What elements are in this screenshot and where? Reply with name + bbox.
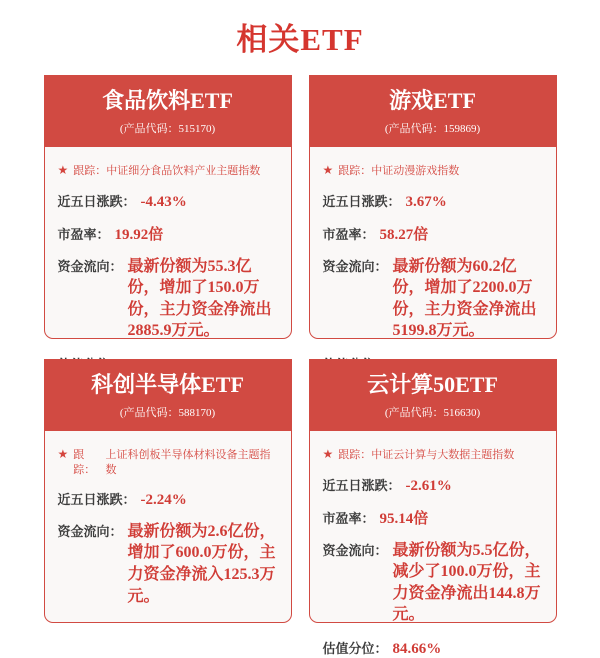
etf-card-body xyxy=(45,147,291,374)
fund-flow-label: 资金流向： xyxy=(57,258,123,274)
pe-ratio-label: 市盈率： xyxy=(322,510,375,526)
valuation-percentile-row xyxy=(323,638,543,658)
five-day-change-value: -4.43% xyxy=(140,193,187,210)
track-index-row xyxy=(58,164,278,178)
etf-card-gaming[interactable] xyxy=(309,75,557,339)
etf-product-code: (产品代码：588170) xyxy=(119,407,216,420)
track-index-row xyxy=(58,448,278,477)
etf-card-grid xyxy=(0,75,600,657)
fund-flow-value: 最新份额为60.2亿份，增加了2200.0万份，主力资金净流出5199.8万元。 xyxy=(392,257,537,340)
etf-card-header xyxy=(309,75,557,147)
etf-card-header xyxy=(44,359,292,431)
valuation-percentile-value: 84.66% xyxy=(392,640,442,657)
etf-card-body xyxy=(310,147,556,374)
pe-ratio-label: 市盈率： xyxy=(322,226,375,242)
valuation-percentile-label: 估值分位： xyxy=(322,640,388,656)
track-label: 跟踪： xyxy=(73,165,107,178)
five-day-change-row xyxy=(58,191,278,211)
fund-flow-value: 最新份额为2.6亿份，增加了600.0万份，主力资金净流入125.3万元。 xyxy=(127,522,276,605)
five-day-change-value: -2.61% xyxy=(405,477,452,494)
track-label: 跟踪： xyxy=(338,449,372,462)
fund-flow-value: 最新份额为5.5亿份，减少了100.0万份，主力资金净流出144.8万元。 xyxy=(392,541,541,624)
etf-name: 云计算50ETF xyxy=(367,372,498,397)
track-index-name: 中证细分食品饮料产业主题指数 xyxy=(106,165,261,178)
fund-flow-row xyxy=(58,256,278,342)
star-icon: ★ xyxy=(322,447,334,462)
pe-ratio-label: 市盈率： xyxy=(57,226,110,242)
etf-product-code: (产品代码：515170) xyxy=(119,123,216,136)
etf-card-cloud-computing-50[interactable] xyxy=(309,359,557,657)
page-title: 相关ETF xyxy=(236,22,364,57)
five-day-change-label: 近五日涨跌： xyxy=(57,193,136,209)
track-index-row xyxy=(323,448,543,462)
track-index-name: 中证云计算与大数据主题指数 xyxy=(371,449,515,462)
five-day-change-label: 近五日涨跌： xyxy=(322,477,401,493)
fund-flow-label: 资金流向： xyxy=(322,258,388,274)
star-icon: ★ xyxy=(57,447,69,462)
fund-flow-label: 资金流向： xyxy=(322,542,388,558)
fund-flow-row xyxy=(58,521,278,607)
etf-name: 食品饮料ETF xyxy=(102,88,233,113)
five-day-change-row xyxy=(323,475,543,495)
five-day-change-label: 近五日涨跌： xyxy=(57,491,136,507)
etf-name: 科创半导体ETF xyxy=(91,372,244,397)
etf-card-header xyxy=(309,359,557,431)
etf-card-header xyxy=(44,75,292,147)
pe-ratio-row xyxy=(323,507,543,528)
pe-ratio-value: 19.92倍 xyxy=(114,226,164,243)
etf-product-code: (产品代码：516630) xyxy=(384,407,481,420)
pe-ratio-row xyxy=(58,223,278,244)
star-icon: ★ xyxy=(57,163,69,178)
five-day-change-value: 3.67% xyxy=(405,193,447,210)
star-icon: ★ xyxy=(322,163,334,178)
five-day-change-label: 近五日涨跌： xyxy=(322,193,401,209)
etf-card-food-beverage[interactable] xyxy=(44,75,292,339)
pe-ratio-value: 95.14倍 xyxy=(379,510,429,527)
etf-card-body xyxy=(310,431,556,658)
track-label: 跟踪： xyxy=(73,449,96,476)
fund-flow-row xyxy=(323,256,543,342)
fund-flow-value: 最新份额为55.3亿份，增加了150.0万份，主力资金净流出2885.9万元。 xyxy=(127,257,272,340)
five-day-change-row xyxy=(323,191,543,211)
track-index-name: 上证科创板半导体材料设备主题指数 xyxy=(105,449,271,476)
fund-flow-label: 资金流向： xyxy=(57,523,123,539)
five-day-change-value: -2.24% xyxy=(140,491,187,508)
track-index-name: 中证动漫游戏指数 xyxy=(371,165,460,178)
track-label: 跟踪： xyxy=(338,165,372,178)
etf-product-code: (产品代码：159869) xyxy=(384,123,481,136)
pe-ratio-row xyxy=(323,223,543,244)
track-index-row xyxy=(323,164,543,178)
etf-card-body xyxy=(45,431,291,607)
etf-name: 游戏ETF xyxy=(389,88,476,113)
five-day-change-row xyxy=(58,489,278,509)
pe-ratio-value: 58.27倍 xyxy=(379,226,429,243)
etf-card-sci-tech-semiconductor[interactable] xyxy=(44,359,292,623)
fund-flow-row xyxy=(323,540,543,626)
